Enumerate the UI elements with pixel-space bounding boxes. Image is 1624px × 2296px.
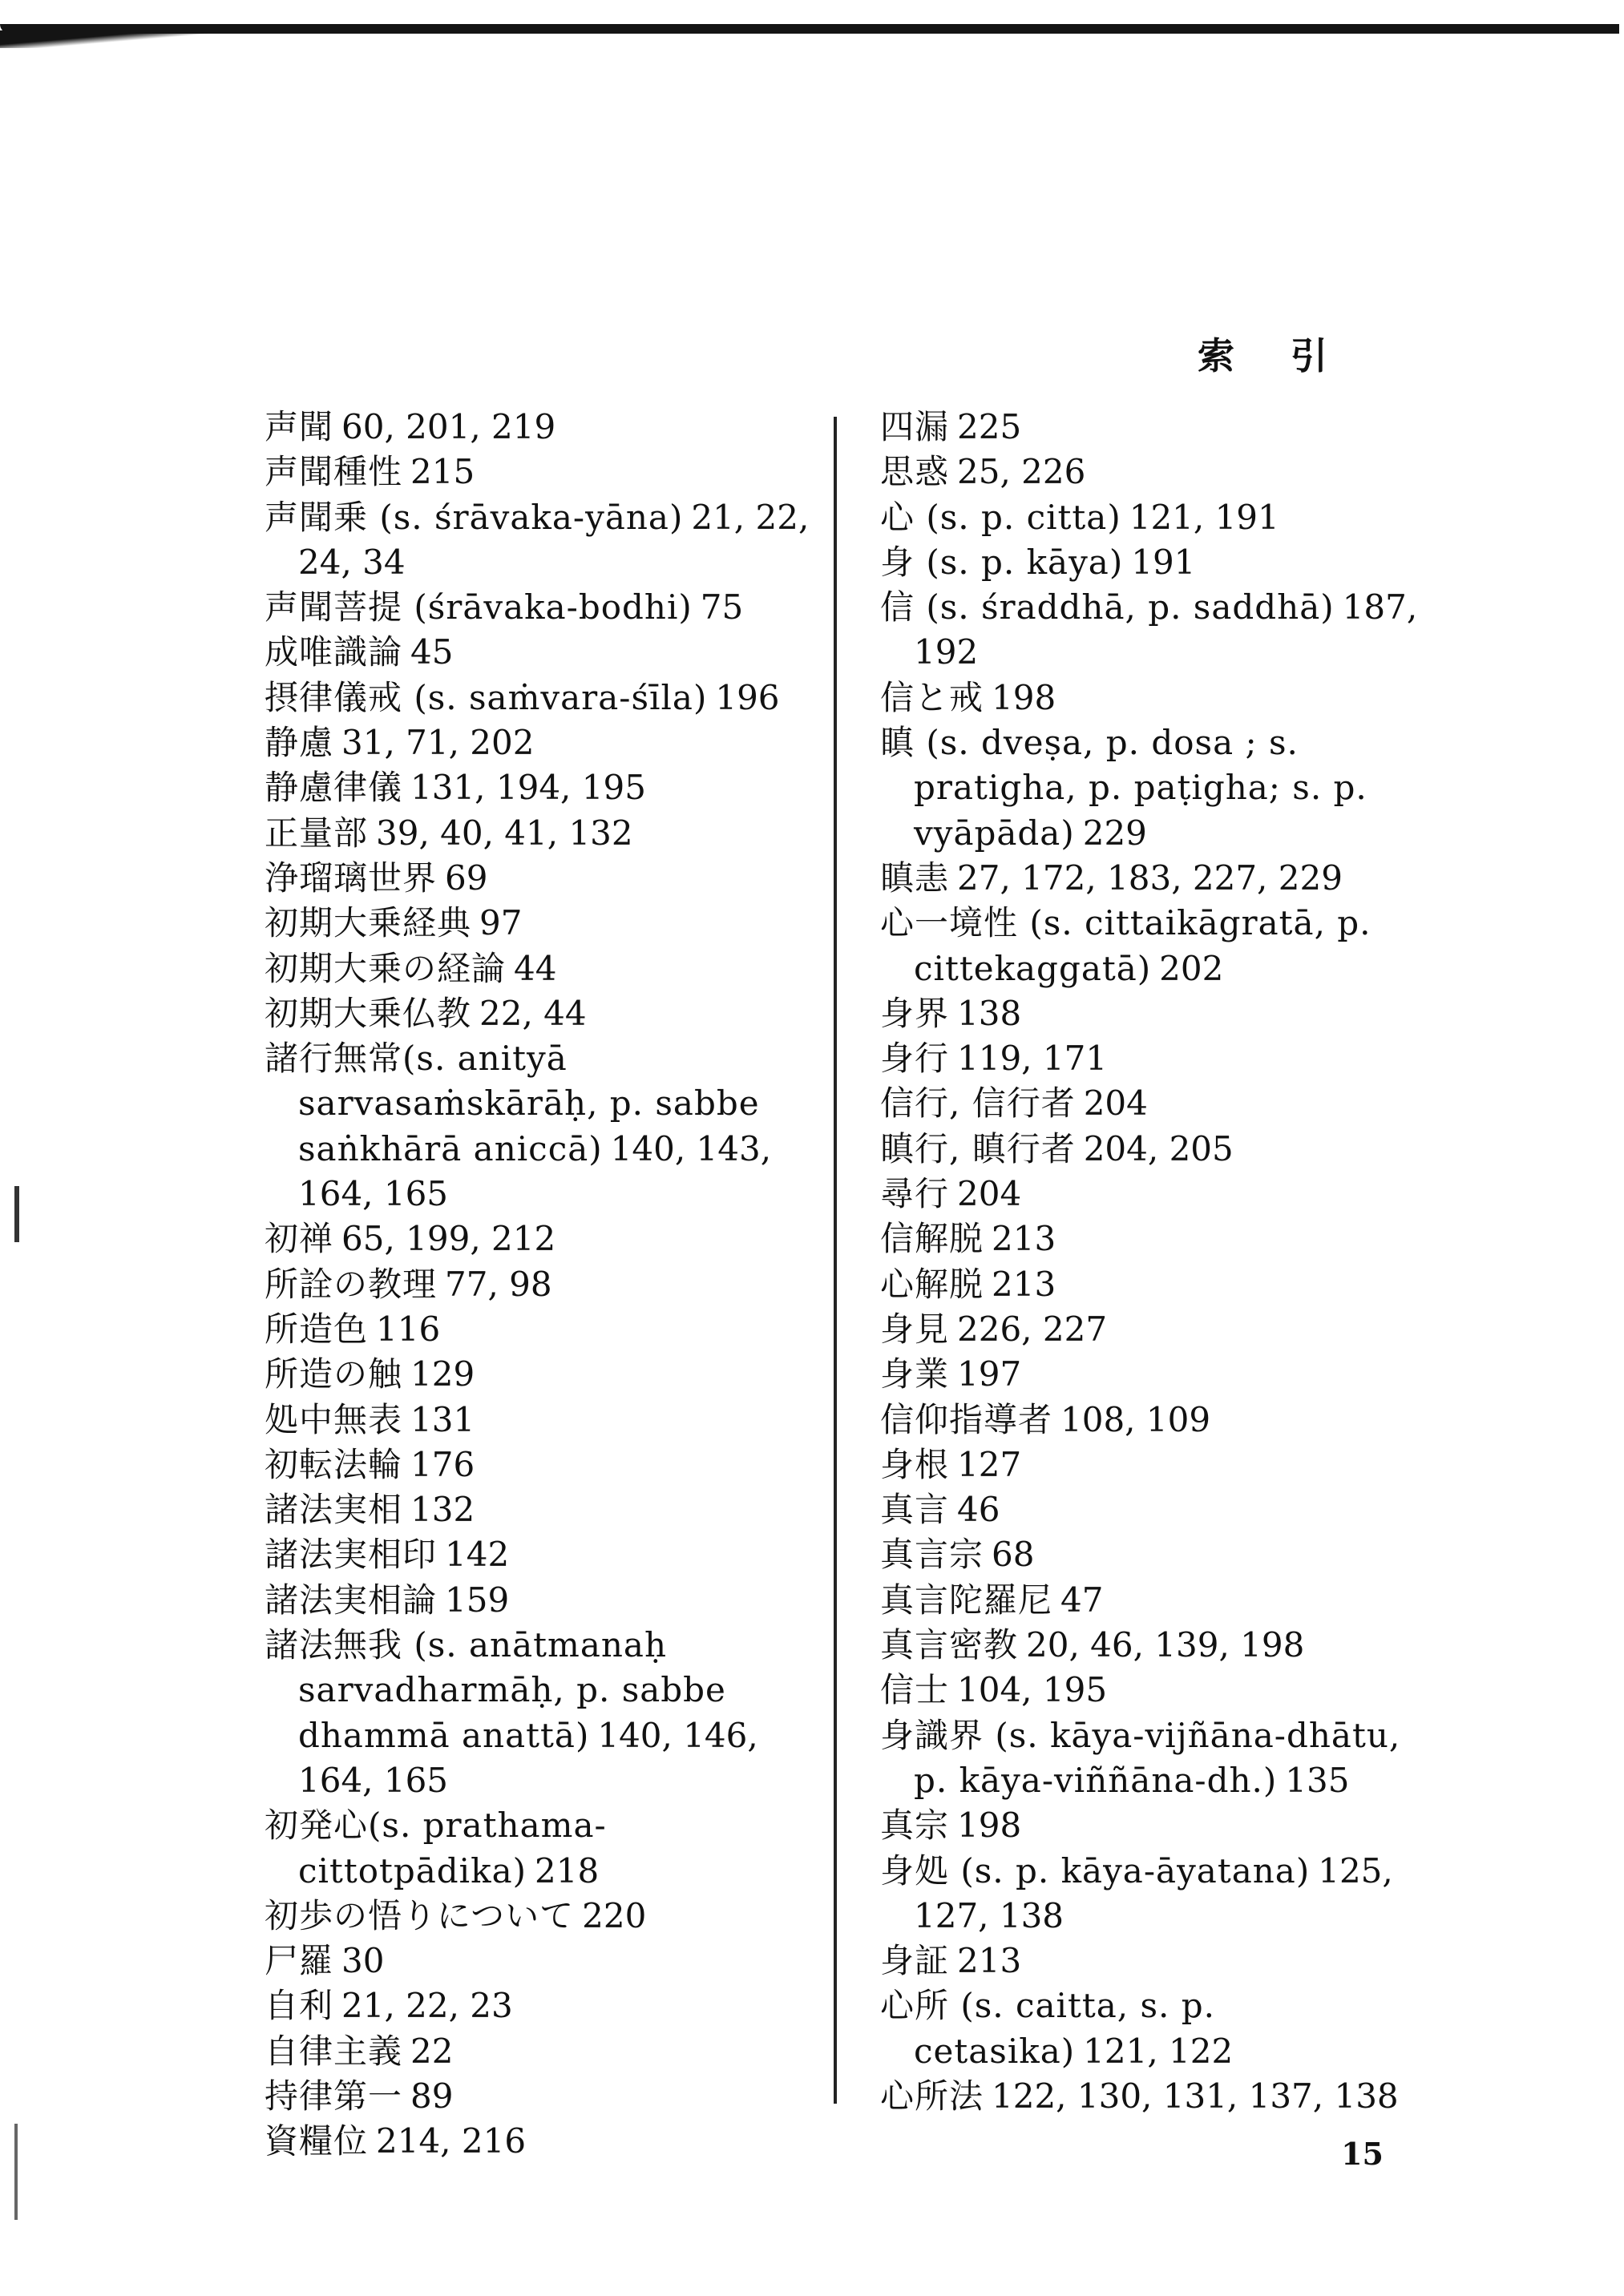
index-pages: 159 xyxy=(445,1580,510,1620)
index-entry xyxy=(265,1532,826,1577)
index-term: 諸法無我 (s. anātmanaḥ sarvadharmāḥ, p. sabbe dhammā anattā) xyxy=(265,1625,726,1755)
index-pages: 138 xyxy=(957,993,1022,1033)
index-term: 所造色 xyxy=(265,1309,369,1349)
index-term: 処中無表 xyxy=(265,1399,403,1439)
index-entry xyxy=(880,991,1425,1036)
index-term: 声聞 xyxy=(265,407,334,446)
index-pages: 22, 44 xyxy=(479,993,587,1033)
index-term: 持律第一 xyxy=(265,2076,403,2116)
index-term: 初禅 xyxy=(265,1219,334,1259)
index-term: 自律主義 xyxy=(265,2031,403,2071)
index-entry xyxy=(265,856,826,901)
index-entry xyxy=(265,901,826,946)
index-term: 初歩の悟りについて xyxy=(265,1895,575,1935)
index-entry xyxy=(880,1713,1425,1804)
index-pages: 176 xyxy=(410,1444,475,1484)
index-entry xyxy=(265,1352,826,1397)
index-pages: 204 xyxy=(1083,1083,1148,1124)
index-term: 所造の触 xyxy=(265,1354,403,1394)
index-entry xyxy=(880,1939,1425,1983)
index-pages: 25, 226 xyxy=(957,452,1086,492)
index-entry xyxy=(880,676,1425,720)
index-pages: 125, 127, 138 xyxy=(914,1850,1393,1935)
index-term: 信 (s. śraddhā, p. saddhā) xyxy=(880,587,1335,627)
index-pages: 77, 98 xyxy=(445,1264,552,1304)
index-entry xyxy=(880,901,1425,991)
index-term: 身界 xyxy=(880,993,950,1033)
index-entry xyxy=(880,1036,1425,1081)
index-pages: 213 xyxy=(992,1264,1056,1304)
index-term: 諸法実相論 xyxy=(265,1580,438,1620)
index-pages: 204 xyxy=(957,1174,1022,1214)
index-term: 声聞菩提 (śrāvaka-bodhi) xyxy=(265,587,693,627)
index-pages: 22 xyxy=(410,2031,454,2071)
index-term: 信仰指導者 xyxy=(880,1399,1053,1439)
index-entry xyxy=(880,405,1425,450)
index-pages: 202 xyxy=(1159,948,1224,988)
index-pages: 20, 46, 139, 198 xyxy=(1026,1625,1305,1665)
index-term: 真言 xyxy=(880,1490,950,1530)
index-term: 資糧位 xyxy=(265,2121,369,2161)
index-term: 諸法実相印 xyxy=(265,1535,438,1575)
page-header: 索引 xyxy=(1198,334,1384,377)
index-term: 真言宗 xyxy=(880,1535,984,1575)
index-entry xyxy=(265,1939,826,1983)
column-divider xyxy=(834,417,837,2104)
index-term: 真言陀羅尼 xyxy=(880,1580,1053,1620)
index-pages: 39, 40, 41, 132 xyxy=(376,813,633,853)
page-number: 15 xyxy=(1341,2136,1384,2172)
index-entry xyxy=(880,1172,1425,1217)
index-term: 身 (s. p. kāya) xyxy=(880,542,1124,582)
index-term: 所詮の教理 xyxy=(265,1264,438,1304)
index-entry xyxy=(880,856,1425,901)
index-entry xyxy=(880,1398,1425,1443)
index-entry xyxy=(265,450,826,494)
index-pages: 89 xyxy=(410,2076,454,2116)
index-term: 初期大乗の経論 xyxy=(265,948,507,988)
index-entry xyxy=(880,495,1425,540)
index-term: 身識界 (s. kāya-vijñāna-dhātu, p. kāya-viññāna-dh.) xyxy=(880,1715,1401,1800)
index-term: 心一境性 (s. cittaikāgratā, p. cittekaggatā) xyxy=(880,903,1372,988)
index-pages: 218 xyxy=(535,1850,600,1890)
index-entry xyxy=(880,1487,1425,1532)
index-pages: 140, 146, 164, 165 xyxy=(298,1715,758,1800)
index-term: 身処 (s. p. kāya-āyatana) xyxy=(880,1850,1311,1890)
index-term: 初期大乗仏教 xyxy=(265,993,472,1033)
index-pages: 225 xyxy=(957,407,1022,446)
index-term: 心解脱 xyxy=(880,1264,984,1304)
index-pages: 45 xyxy=(410,632,454,672)
index-entry xyxy=(265,765,826,810)
index-entry xyxy=(880,540,1425,585)
index-pages: 135 xyxy=(1285,1760,1350,1800)
index-term: 信解脱 xyxy=(880,1219,984,1259)
index-entry xyxy=(880,1532,1425,1577)
index-pages: 60, 201, 219 xyxy=(341,407,556,446)
index-entry xyxy=(265,811,826,856)
index-pages: 132 xyxy=(410,1490,475,1530)
index-pages: 213 xyxy=(957,1941,1022,1981)
index-entry xyxy=(880,1217,1425,1261)
index-term: 瞋 (s. dveṣa, p. dosa ; s. pratigha, p. paṭigha; s. p. vyāpāda) xyxy=(880,723,1367,853)
index-entry xyxy=(265,1262,826,1307)
index-pages: 198 xyxy=(957,1806,1022,1846)
index-pages: 97 xyxy=(479,903,523,943)
index-pages: 140, 143, 164, 165 xyxy=(298,1128,772,1214)
index-term: 信行, 信行者 xyxy=(880,1083,1076,1124)
index-term: 信士 xyxy=(880,1670,950,1710)
index-term: 浄瑠璃世界 xyxy=(265,857,438,898)
index-pages: 75 xyxy=(700,587,744,627)
index-term: 成唯識論 xyxy=(265,632,403,672)
index-term: 正量部 xyxy=(265,813,369,853)
index-pages: 198 xyxy=(992,677,1056,717)
index-entry xyxy=(880,1443,1425,1487)
index-pages: 68 xyxy=(992,1535,1035,1575)
index-entry xyxy=(880,1849,1425,1939)
index-term: 信と戒 xyxy=(880,677,984,717)
index-entry xyxy=(265,720,826,765)
index-entry xyxy=(265,405,826,450)
index-pages: 131 xyxy=(410,1399,475,1439)
index-pages: 129 xyxy=(410,1354,475,1394)
index-term: 思惑 xyxy=(880,452,950,492)
index-pages: 21, 22, 23 xyxy=(341,1986,513,2026)
edge-mark xyxy=(14,2124,18,2220)
index-pages: 119, 171 xyxy=(957,1039,1108,1079)
index-term: 静慮律儀 xyxy=(265,768,403,808)
edge-mark xyxy=(14,1186,19,1242)
index-term: 真言密教 xyxy=(880,1625,1019,1665)
index-term: 声聞乗 (s. śrāvaka-yāna) xyxy=(265,497,684,537)
index-term: 身業 xyxy=(880,1354,950,1394)
index-entry xyxy=(880,585,1425,676)
index-pages: 31, 71, 202 xyxy=(341,723,535,763)
index-pages: 196 xyxy=(715,677,780,717)
index-term: 身根 xyxy=(880,1444,950,1484)
index-term: 瞋行, 瞋行者 xyxy=(880,1128,1076,1168)
index-pages: 65, 199, 212 xyxy=(341,1219,556,1259)
index-entry xyxy=(265,1036,826,1217)
index-entry xyxy=(265,1443,826,1487)
index-entry xyxy=(265,991,826,1036)
index-pages: 220 xyxy=(582,1895,647,1935)
index-term: 初転法輪 xyxy=(265,1444,403,1484)
index-entry xyxy=(265,676,826,720)
index-pages: 30 xyxy=(341,1941,385,1981)
index-entry xyxy=(880,1307,1425,1352)
top-rule-tail xyxy=(0,30,208,48)
index-term: 瞋恚 xyxy=(880,857,950,898)
index-entry xyxy=(265,2074,826,2119)
index-entry xyxy=(265,1623,826,1803)
index-term: 四漏 xyxy=(880,407,950,446)
index-term: 身行 xyxy=(880,1039,950,1079)
index-term: 身見 xyxy=(880,1309,950,1349)
index-entry xyxy=(880,1803,1425,1848)
index-pages: 197 xyxy=(957,1354,1022,1394)
index-pages: 191 xyxy=(1131,542,1196,582)
index-entry xyxy=(880,2074,1425,2119)
index-term: 真宗 xyxy=(880,1806,950,1846)
index-pages: 229 xyxy=(1082,813,1147,853)
index-entry xyxy=(880,1578,1425,1623)
index-entry xyxy=(880,720,1425,856)
index-term: 初発心(s. prathama-cittotpādika) xyxy=(265,1806,607,1890)
index-pages: 127 xyxy=(957,1444,1022,1484)
index-term: 尸羅 xyxy=(265,1941,334,1981)
index-pages: 46 xyxy=(957,1490,1000,1530)
index-pages: 69 xyxy=(445,857,488,898)
index-pages: 213 xyxy=(992,1219,1056,1259)
index-pages: 204, 205 xyxy=(1083,1128,1234,1168)
index-pages: 121, 122 xyxy=(1083,2031,1234,2071)
top-rule xyxy=(0,24,1619,34)
index-entry xyxy=(880,1983,1425,2074)
index-pages: 122, 130, 131, 137, 138 xyxy=(992,2076,1399,2116)
index-term: 心所 (s. caitta, s. p. cetasika) xyxy=(880,1986,1215,2071)
index-term: 自利 xyxy=(265,1986,334,2026)
index-entry xyxy=(265,1894,826,1939)
index-pages: 131, 194, 195 xyxy=(410,768,646,808)
index-pages: 21, 22, 24, 34 xyxy=(298,497,810,582)
index-pages: 108, 109 xyxy=(1060,1399,1211,1439)
index-entry xyxy=(265,1487,826,1532)
index-pages: 215 xyxy=(410,452,475,492)
index-term: 諸法実相 xyxy=(265,1490,403,1530)
index-term: 静慮 xyxy=(265,723,334,763)
index-column-left xyxy=(265,405,826,2165)
index-entry xyxy=(880,1352,1425,1397)
index-pages: 142 xyxy=(445,1535,510,1575)
index-entry xyxy=(880,450,1425,494)
index-entry xyxy=(265,495,826,586)
index-entry xyxy=(265,585,826,630)
index-term: 初期大乗経典 xyxy=(265,903,472,943)
index-entry xyxy=(265,1307,826,1352)
index-entry xyxy=(265,1578,826,1623)
index-entry xyxy=(880,1127,1425,1172)
index-pages: 27, 172, 183, 227, 229 xyxy=(957,857,1343,898)
index-entry xyxy=(880,1668,1425,1713)
index-entry xyxy=(265,2119,826,2164)
index-entry xyxy=(265,946,826,991)
index-pages: 47 xyxy=(1060,1580,1104,1620)
index-column-right xyxy=(880,405,1425,2119)
index-pages: 116 xyxy=(376,1309,441,1349)
index-term: 摂律儀戒 (s. saṁvara-śīla) xyxy=(265,677,708,717)
index-term: 心 (s. p. citta) xyxy=(880,497,1121,537)
index-term: 声聞種性 xyxy=(265,452,403,492)
index-entry xyxy=(265,1983,826,2028)
index-term: 尋行 xyxy=(880,1174,950,1214)
index-entry xyxy=(265,1803,826,1894)
index-entry xyxy=(265,1398,826,1443)
index-term: 心所法 xyxy=(880,2076,984,2116)
index-entry xyxy=(880,1262,1425,1307)
index-entry xyxy=(265,1217,826,1261)
index-term: 諸行無常(s. anityā sarvasaṁskārāḥ, p. sabbe saṅkhārā aniccā) xyxy=(265,1039,760,1168)
index-pages: 187, 192 xyxy=(914,587,1418,672)
index-entry xyxy=(265,630,826,675)
index-entry xyxy=(265,2029,826,2074)
index-pages: 214, 216 xyxy=(376,2121,527,2161)
index-pages: 44 xyxy=(514,948,557,988)
index-pages: 104, 195 xyxy=(957,1670,1108,1710)
index-term: 身証 xyxy=(880,1941,950,1981)
index-pages: 121, 191 xyxy=(1129,497,1279,537)
index-entry xyxy=(880,1623,1425,1668)
index-entry xyxy=(880,1081,1425,1126)
index-pages: 226, 227 xyxy=(957,1309,1108,1349)
